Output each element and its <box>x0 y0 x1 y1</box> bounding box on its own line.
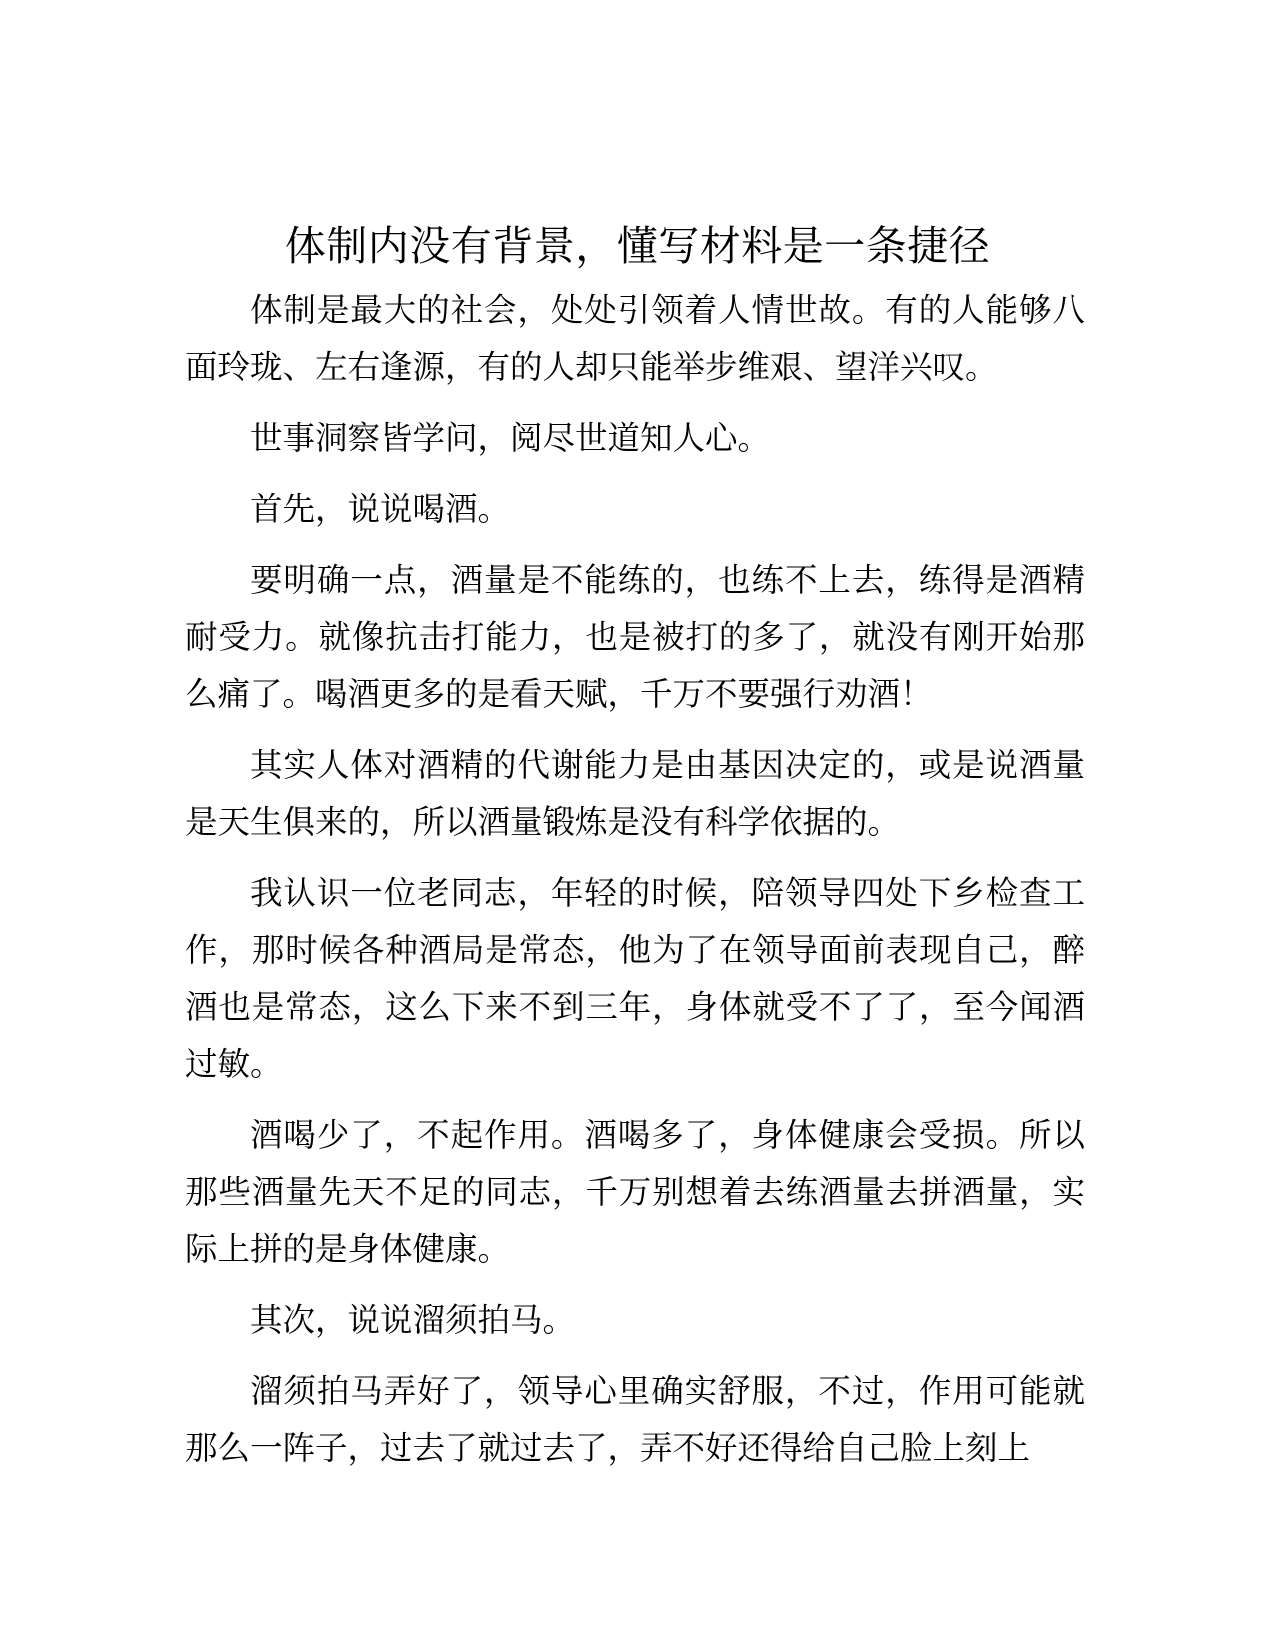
paragraph-9: 溜须拍马弄好了，领导心里确实舒服，不过，作用可能就那么一阵子，过去了就过去了，弄不好还得给自己脸上刻上 <box>185 1372 1085 1467</box>
paragraph-1: 体制是最大的社会，处处引领着人情世故。有的人能够八面玲珑、左右逢源，有的人却只能举步维艰、望洋兴叹。 <box>185 291 1085 386</box>
paragraph-8: 其次，说说溜须拍马。 <box>250 1301 576 1339</box>
document-body <box>185 282 1085 1491</box>
document-title: 体制内没有背景，懂写材料是一条捷径 <box>284 222 991 270</box>
paragraph-2: 世事洞察皆学问，阅尽世道知人心。 <box>250 419 771 457</box>
paragraph-5: 其实人体对酒精的代谢能力是由基因决定的，或是说酒量是天生俱来的，所以酒量锻炼是没有科学依据的。 <box>185 746 1085 841</box>
paragraph-6: 我认识一位老同志，年轻的时候，陪领导四处下乡检查工作，那时候各种酒局是常态，他为了在领导面前表现自己，醉酒也是常态，这么下来不到三年，身体就受不了了，至今闻酒过敏。 <box>185 874 1085 1083</box>
paragraph-4: 要明确一点，酒量是不能练的，也练不上去，练得是酒精耐受力。就像抗击打能力，也是被打的多了，就没有刚开始那么痛了。喝酒更多的是看天赋，千万不要强行劝酒！ <box>185 561 1085 713</box>
paragraph-3: 首先，说说喝酒。 <box>250 490 511 528</box>
paragraph-7: 酒喝少了，不起作用。酒喝多了，身体健康会受损。所以那些酒量先天不足的同志，千万别想着去练酒量去拼酒量，实际上拼的是身体健康。 <box>185 1116 1085 1268</box>
